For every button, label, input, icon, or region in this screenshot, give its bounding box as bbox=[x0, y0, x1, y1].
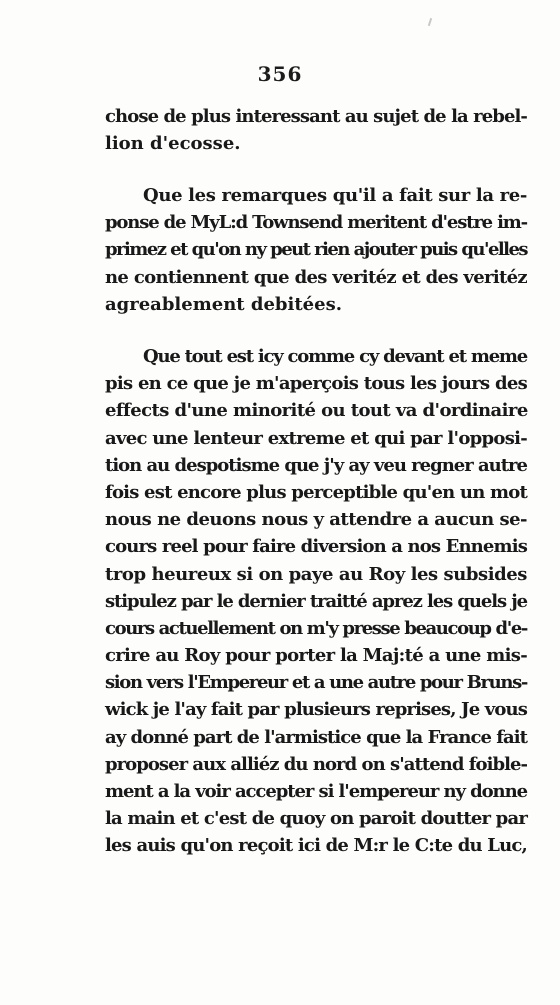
text-line: Que tout est icy comme cy devant et meme bbox=[143, 346, 528, 367]
text-line: trop heureux si on paye au Roy les subsides bbox=[105, 563, 527, 585]
text-line: avec une lenteur extreme et qui par l'opposi- bbox=[105, 427, 528, 449]
paragraph-2 bbox=[105, 182, 527, 318]
text-line: proposer aux alliéz du nord on s'attend foible- bbox=[105, 753, 528, 775]
text-line: ne contiennent que des veritéz et des veritéz bbox=[105, 266, 527, 288]
paragraph-3 bbox=[105, 343, 527, 860]
text-line: les auis qu'on reçoit ici de M:r le C:te du Luc, bbox=[105, 835, 527, 857]
page-number: 356 bbox=[257, 62, 303, 86]
text-line: pis en ce que je m'aperçois tous les jours des bbox=[105, 373, 528, 395]
text-line: agreablement debitées. bbox=[105, 293, 342, 315]
text-line: stipulez par le dernier traitté aprez les quels je bbox=[105, 590, 527, 612]
text-line: wick je l'ay fait par plusieurs reprises, Je vous bbox=[105, 699, 527, 721]
text-line: la main et c'est de quoy on paroit doutter par bbox=[105, 808, 528, 830]
text-line: lion d'ecosse. bbox=[105, 133, 241, 155]
text-line: ponse de MyL:d Townsend meritent d'estre im- bbox=[105, 212, 527, 234]
text-line: Que les remarques qu'il a fait sur la re- bbox=[143, 185, 527, 206]
text-line: nous ne deuons nous y attendre a aucun se- bbox=[105, 509, 527, 531]
text-line: fois est encore plus perceptible qu'en un mot bbox=[105, 481, 528, 503]
text-line: ay donné part de l'armistice que la France fait bbox=[105, 726, 527, 748]
text-line: effects d'une minorité ou tout va d'ordinaire bbox=[105, 400, 528, 422]
text-line: sion vers l'Empereur et a une autre pour Bruns- bbox=[105, 672, 528, 694]
text-line: crire au Roy pour porter la Maj:té a une mis- bbox=[105, 645, 527, 667]
text-line: tion au despotisme que j'y ay veu regner autre bbox=[105, 454, 527, 476]
text-line: primez et qu'on ny peut rien ajouter puis qu'elles bbox=[105, 239, 528, 261]
text-line: cours reel pour faire diversion a nos Ennemis bbox=[105, 536, 527, 558]
paper-speck bbox=[428, 18, 432, 26]
text-line: chose de plus interessant au sujet de la rebel- bbox=[105, 106, 527, 127]
text-line: ment a la voir accepter si l'empereur ny donne bbox=[105, 781, 527, 802]
paragraph-1 bbox=[105, 103, 527, 157]
text-line: cours actuellement on m'y presse beaucoup d'e- bbox=[105, 617, 527, 639]
